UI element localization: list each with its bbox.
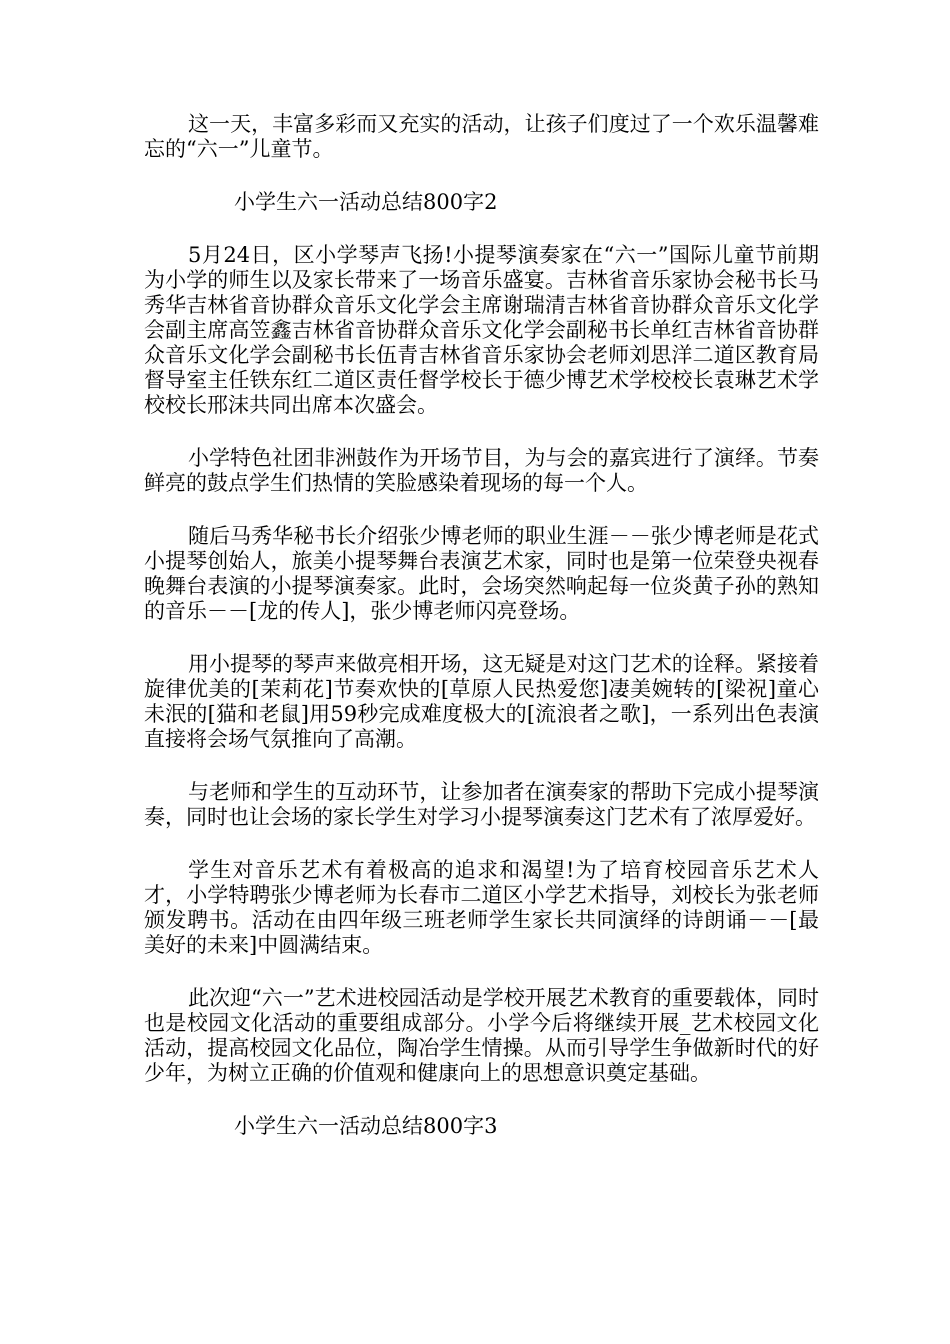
section-heading-3: 小学生六一活动总结800字3: [234, 1114, 498, 1138]
paragraph-appointment: 学生对音乐艺术有着极高的追求和渴望!为了培育校园音乐艺术人才，小学特聘张少博老师为长春市二道区小学艺术指导，刘校长为张老师颁发聘书。活动在由四年级三班老师学生家长共同演绎的诗朗诵－－[最美好的未来]中圆满结束。: [144, 858, 819, 957]
paragraph-significance: 此次迎“六一”艺术进校园活动是学校开展艺术教育的重要载体，同时也是校园文化活动的重要组成部分。小学今后将继续开展_艺术校园文化活动，提高校园文化品位，陶冶学生情操。从而引导学生争做新时代的好少年，为树立正确的价值观和健康向上的思想意识奠定基础。: [144, 986, 819, 1085]
section-heading-2: 小学生六一活动总结800字2: [234, 190, 498, 214]
paragraph-performer-intro: 随后马秀华秘书长介绍张少博老师的职业生涯－－张少博老师是花式小提琴创始人，旅美小提琴舞台表演艺术家，同时也是第一位荣登央视春晚舞台表演的小提琴演奏家。此时，会场突然响起每一位炎黄子孙的熟知的音乐－－[龙的传人]，张少博老师闪亮登场。: [144, 524, 819, 623]
paragraph-closing-day: 这一天，丰富多彩而又充实的活动，让孩子们度过了一个欢乐温馨难忘的“六一”儿童节。: [144, 112, 819, 161]
paragraph-event-intro: 5月24日，区小学琴声飞扬!小提琴演奏家在“六一”国际儿童节前期为小学的师生以及家长带来了一场音乐盛宴。吉林省音乐家协会秘书长马秀华吉林省音协群众音乐文化学会主席谢瑞清吉林省音协群众音乐文化学会副主席高笠鑫吉林省音协群众音乐文化学会副秘书长单红吉林省音协群众音乐文化学会副秘书长伍青吉林省音乐家协会老师刘思洋二道区教育局督导室主任铁东红二道区责任督学校长于德少博艺术学校校长袁琳艺术学校校长邢沫共同出席本次盛会。: [144, 243, 819, 417]
paragraph-interaction: 与老师和学生的互动环节，让参加者在演奏家的帮助下完成小提琴演奏，同时也让会场的家长学生对学习小提琴演奏这门艺术有了浓厚爱好。: [144, 780, 819, 829]
paragraph-drum-opening: 小学特色社团非洲鼓作为开场节目，为与会的嘉宾进行了演绎。节奏鲜亮的鼓点学生们热情的笑脸感染着现场的每一个人。: [144, 446, 819, 495]
paragraph-performance: 用小提琴的琴声来做亮相开场，这无疑是对这门艺术的诠释。紧接着旋律优美的[茉莉花]节奏欢快的[草原人民热爱您]凄美婉转的[梁祝]童心未泯的[猫和老鼠]用59秒完成难度极大的[流浪者之歌]，一系列出色表演直接将会场气氛推向了高潮。: [144, 652, 819, 751]
document-page: [144, 112, 819, 1167]
